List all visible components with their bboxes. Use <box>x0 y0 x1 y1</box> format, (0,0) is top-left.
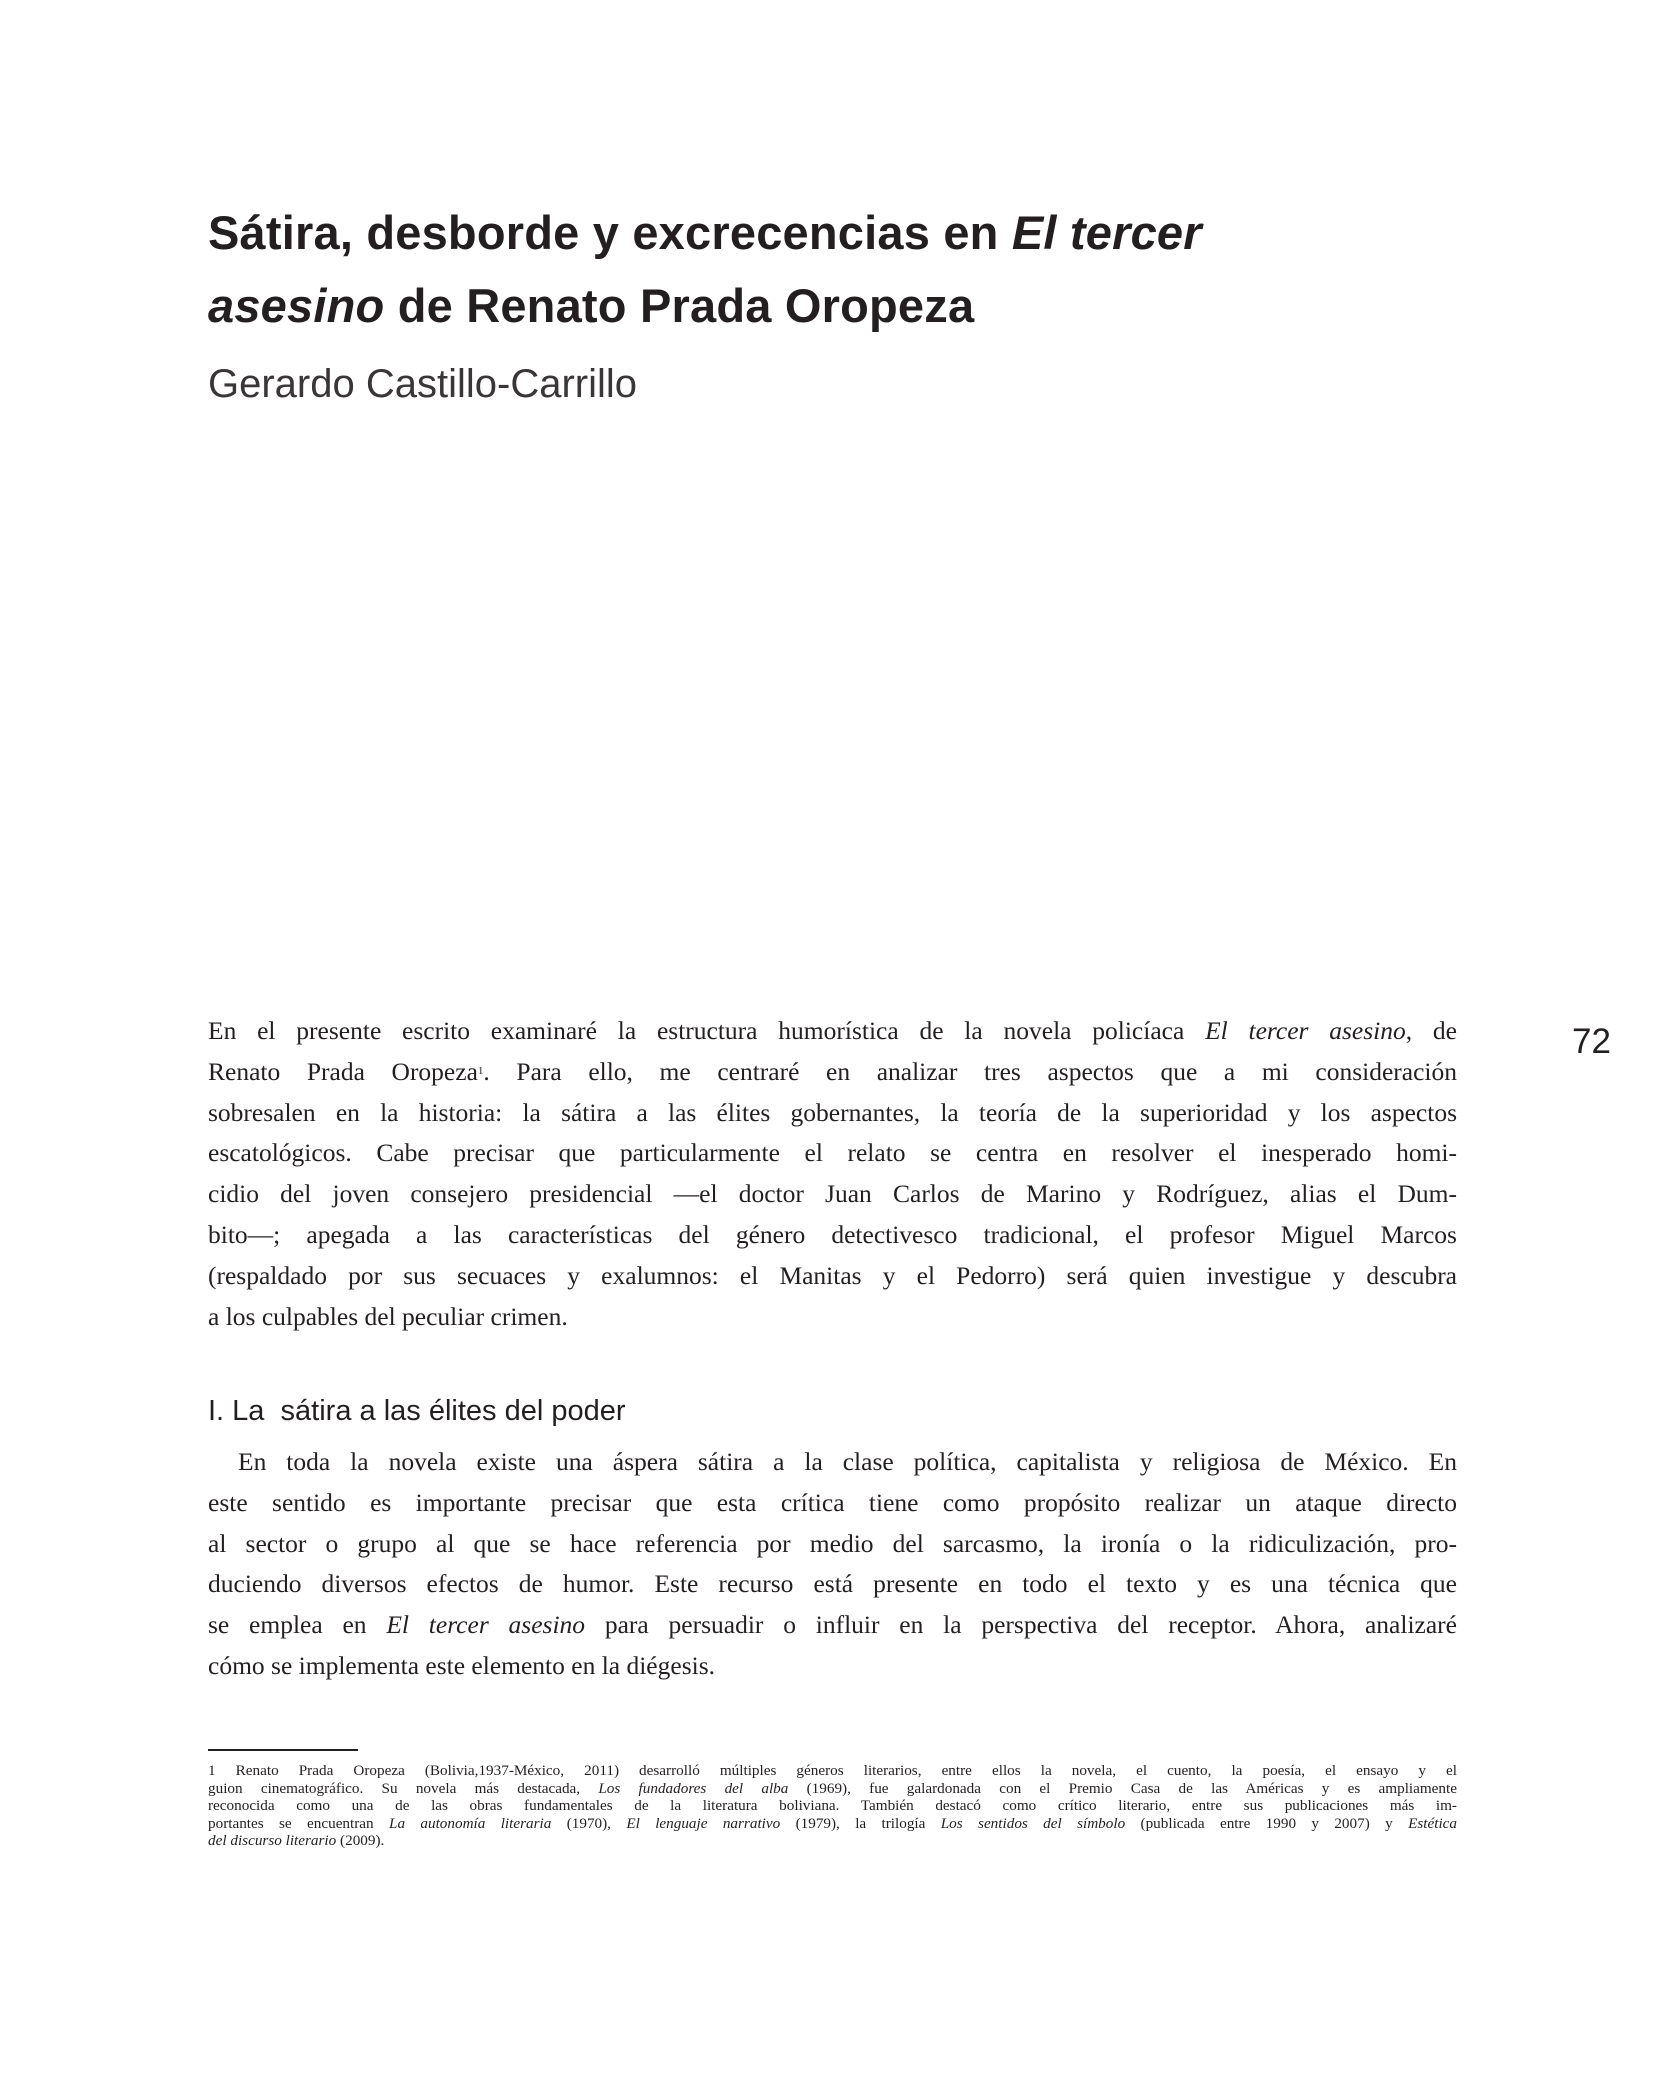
italic-book-title: del discurso literario <box>208 1832 337 1850</box>
section-heading: I. La sátira a las élites del poder <box>208 1395 626 1427</box>
paragraph-line: cómo se implementa este elemento en la diégesis. <box>208 1650 715 1680</box>
footnote-line: 1 Renato Prada Oropeza (Bolivia,1937-México, 2011) desarrolló múltiples géneros literarios, entre ellos la novela, el cuento, la poesía, el ensayo y el <box>208 1762 1457 1779</box>
footnote <box>208 1762 1457 1850</box>
footnote-line: reconocida como una de las obras fundamentales de la literatura boliviana. También destacó como crítico literario, entre sus publicaciones más im- <box>208 1797 1457 1815</box>
title-text: de Renato Prada Oropeza <box>384 279 975 332</box>
paragraph-line: duciendo diversos efectos de humor. Este recurso está presente en todo el texto y es una técnica que <box>208 1569 1457 1599</box>
paragraph-line <box>208 1052 1457 1093</box>
section-paragraph <box>208 1442 1457 1687</box>
italic-book-title: Los fundadores del alba <box>598 1779 789 1797</box>
paragraph-line: En toda la novela existe una áspera sátira a la clase política, capitalista y religiosa de México. En <box>238 1447 1457 1476</box>
footnote-line <box>208 1815 1457 1833</box>
intro-paragraph <box>208 1011 1457 1337</box>
author-name: Gerardo Castillo-Carrillo <box>208 362 638 406</box>
paragraph-line: a los culpables del peculiar crimen. <box>208 1301 568 1331</box>
italic-book-title: Los sentidos del símbolo <box>940 1814 1126 1832</box>
italic-book-title: El lenguaje narrativo <box>626 1814 781 1832</box>
footnote-reference[interactable]: 1 <box>477 1064 484 1077</box>
italic-book-title: El tercer asesino <box>386 1610 586 1640</box>
paragraph-line: bito—; apegada a las características del género detectivesco tradicional, el profesor Miguel Marcos <box>208 1219 1457 1249</box>
paragraph-line: al sector o grupo al que se hace referencia por medio del sarcasmo, la ironía o la ridiculización, pro- <box>208 1528 1457 1558</box>
line-text: , de <box>1405 1016 1457 1045</box>
footnote-line <box>208 1832 1457 1850</box>
line-text: . Para ello, me centraré en analizar tres aspectos que a mi consideración <box>483 1056 1457 1086</box>
paragraph-line <box>208 1605 1457 1646</box>
line-text: se emplea en <box>208 1610 387 1640</box>
page-number: 72 <box>1572 1022 1611 1061</box>
footnote-separator <box>208 1749 358 1751</box>
title-text: Sátira, desborde y excrecencias en <box>208 206 1012 259</box>
paragraph-line: sobresalen en la historia: la sátira a las élites gobernantes, la teoría de la superioridad y los aspectos <box>208 1097 1457 1127</box>
line-text: (publicada entre 1990 y 2007) y <box>1125 1814 1409 1832</box>
line-text: En el presente escrito examinaré la estructura humorística de la novela policíaca <box>208 1016 1206 1045</box>
paragraph-line: (respaldado por sus secuaces y exalumnos: el Manitas y el Pedorro) será quien investigue y descubra <box>208 1260 1457 1290</box>
italic-book-title: El tercer asesino <box>1205 1016 1406 1045</box>
title-italic-text: asesino <box>208 279 385 332</box>
footnote-line <box>208 1780 1457 1798</box>
paragraph-line <box>208 1011 1457 1052</box>
italic-book-title: La autonomía literaria <box>389 1814 552 1832</box>
line-text: (1979), la trilogía <box>780 1814 941 1832</box>
line-text: (1970), <box>551 1814 627 1832</box>
line-text: guion cinematográfico. Su novela más destacada, <box>208 1779 599 1797</box>
line-text: portantes se encuentran <box>208 1814 389 1832</box>
line-text: para persuadir o influir en la perspectiva del receptor. Ahora, analizaré <box>585 1610 1457 1640</box>
paragraph-line: escatológicos. Cabe precisar que particularmente el relato se centra en resolver el inesperado homi- <box>208 1138 1457 1168</box>
title-italic-text: El tercer <box>1011 206 1202 259</box>
article-title <box>208 196 1448 342</box>
line-text: (1969), fue galardonada con el Premio Casa de las Américas y es ampliamente <box>788 1779 1457 1797</box>
title-line-2 <box>208 279 974 332</box>
paragraph-line: cidio del joven consejero presidencial —el doctor Juan Carlos de Marino y Rodríguez, alias el Dum- <box>208 1179 1457 1209</box>
title-line-1 <box>208 206 1202 259</box>
italic-book-title: Estética <box>1408 1814 1457 1832</box>
paragraph-line: este sentido es importante precisar que esta crítica tiene como propósito realizar un ataque directo <box>208 1487 1457 1517</box>
line-text: (2009). <box>336 1832 385 1850</box>
line-text: Renato Prada Oropeza <box>208 1056 478 1086</box>
